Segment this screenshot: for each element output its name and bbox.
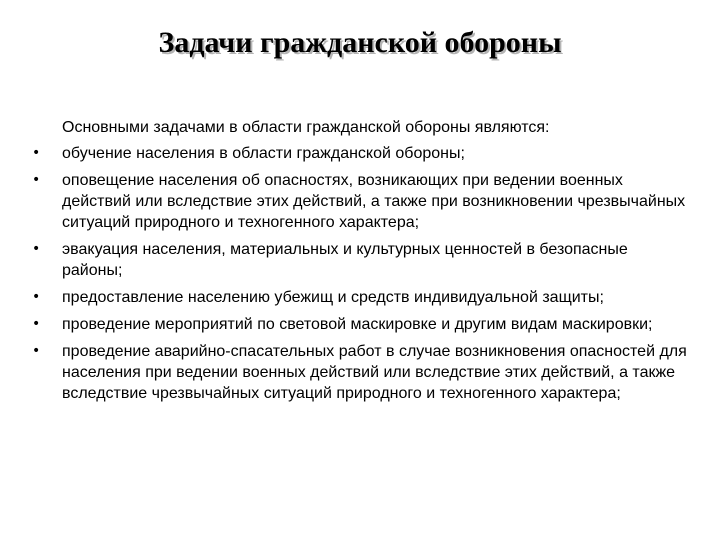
bullet-icon: • bbox=[32, 289, 41, 305]
bullet-icon: • bbox=[32, 145, 41, 161]
bullet-icon: • bbox=[32, 241, 41, 257]
list-item-text: эвакуация населения, материальных и культурных ценностей в безопасные районы; bbox=[62, 241, 628, 279]
list-item bbox=[28, 287, 688, 308]
list-item bbox=[28, 239, 688, 281]
list-item-text: проведение мероприятий по световой маскировке и другим видам маскировки; bbox=[62, 316, 653, 333]
list-item bbox=[28, 170, 688, 233]
task-list bbox=[28, 143, 688, 404]
list-item-text: обучение населения в области гражданской обороны; bbox=[62, 145, 465, 162]
list-item bbox=[28, 314, 688, 335]
bullet-icon: • bbox=[32, 172, 41, 188]
bullet-icon: • bbox=[32, 343, 41, 359]
slide-body bbox=[28, 117, 688, 410]
slide-title: Задачи гражданской обороны bbox=[158, 26, 562, 59]
list-item-text: предоставление населению убежищ и средств индивидуальной защиты; bbox=[62, 289, 604, 306]
list-item-text: оповещение населения об опасностях, возникающих при ведении военных действий или вследствие этих действий, а также при возникновении чрезвычайных ситуаций природного и техногенного характера; bbox=[62, 172, 686, 231]
bullet-icon: • bbox=[32, 316, 41, 332]
list-item bbox=[28, 341, 688, 404]
list-item bbox=[28, 143, 688, 164]
list-item-text: проведение аварийно-спасательных работ в случае возникновения опасностей для населения при ведении военных действий или вследствие этих действий, а также вследствие чрезвычайных ситуаций природного и техногенного характера; bbox=[62, 343, 687, 402]
intro-text: Основными задачами в области гражданской обороны являются: bbox=[62, 119, 550, 136]
